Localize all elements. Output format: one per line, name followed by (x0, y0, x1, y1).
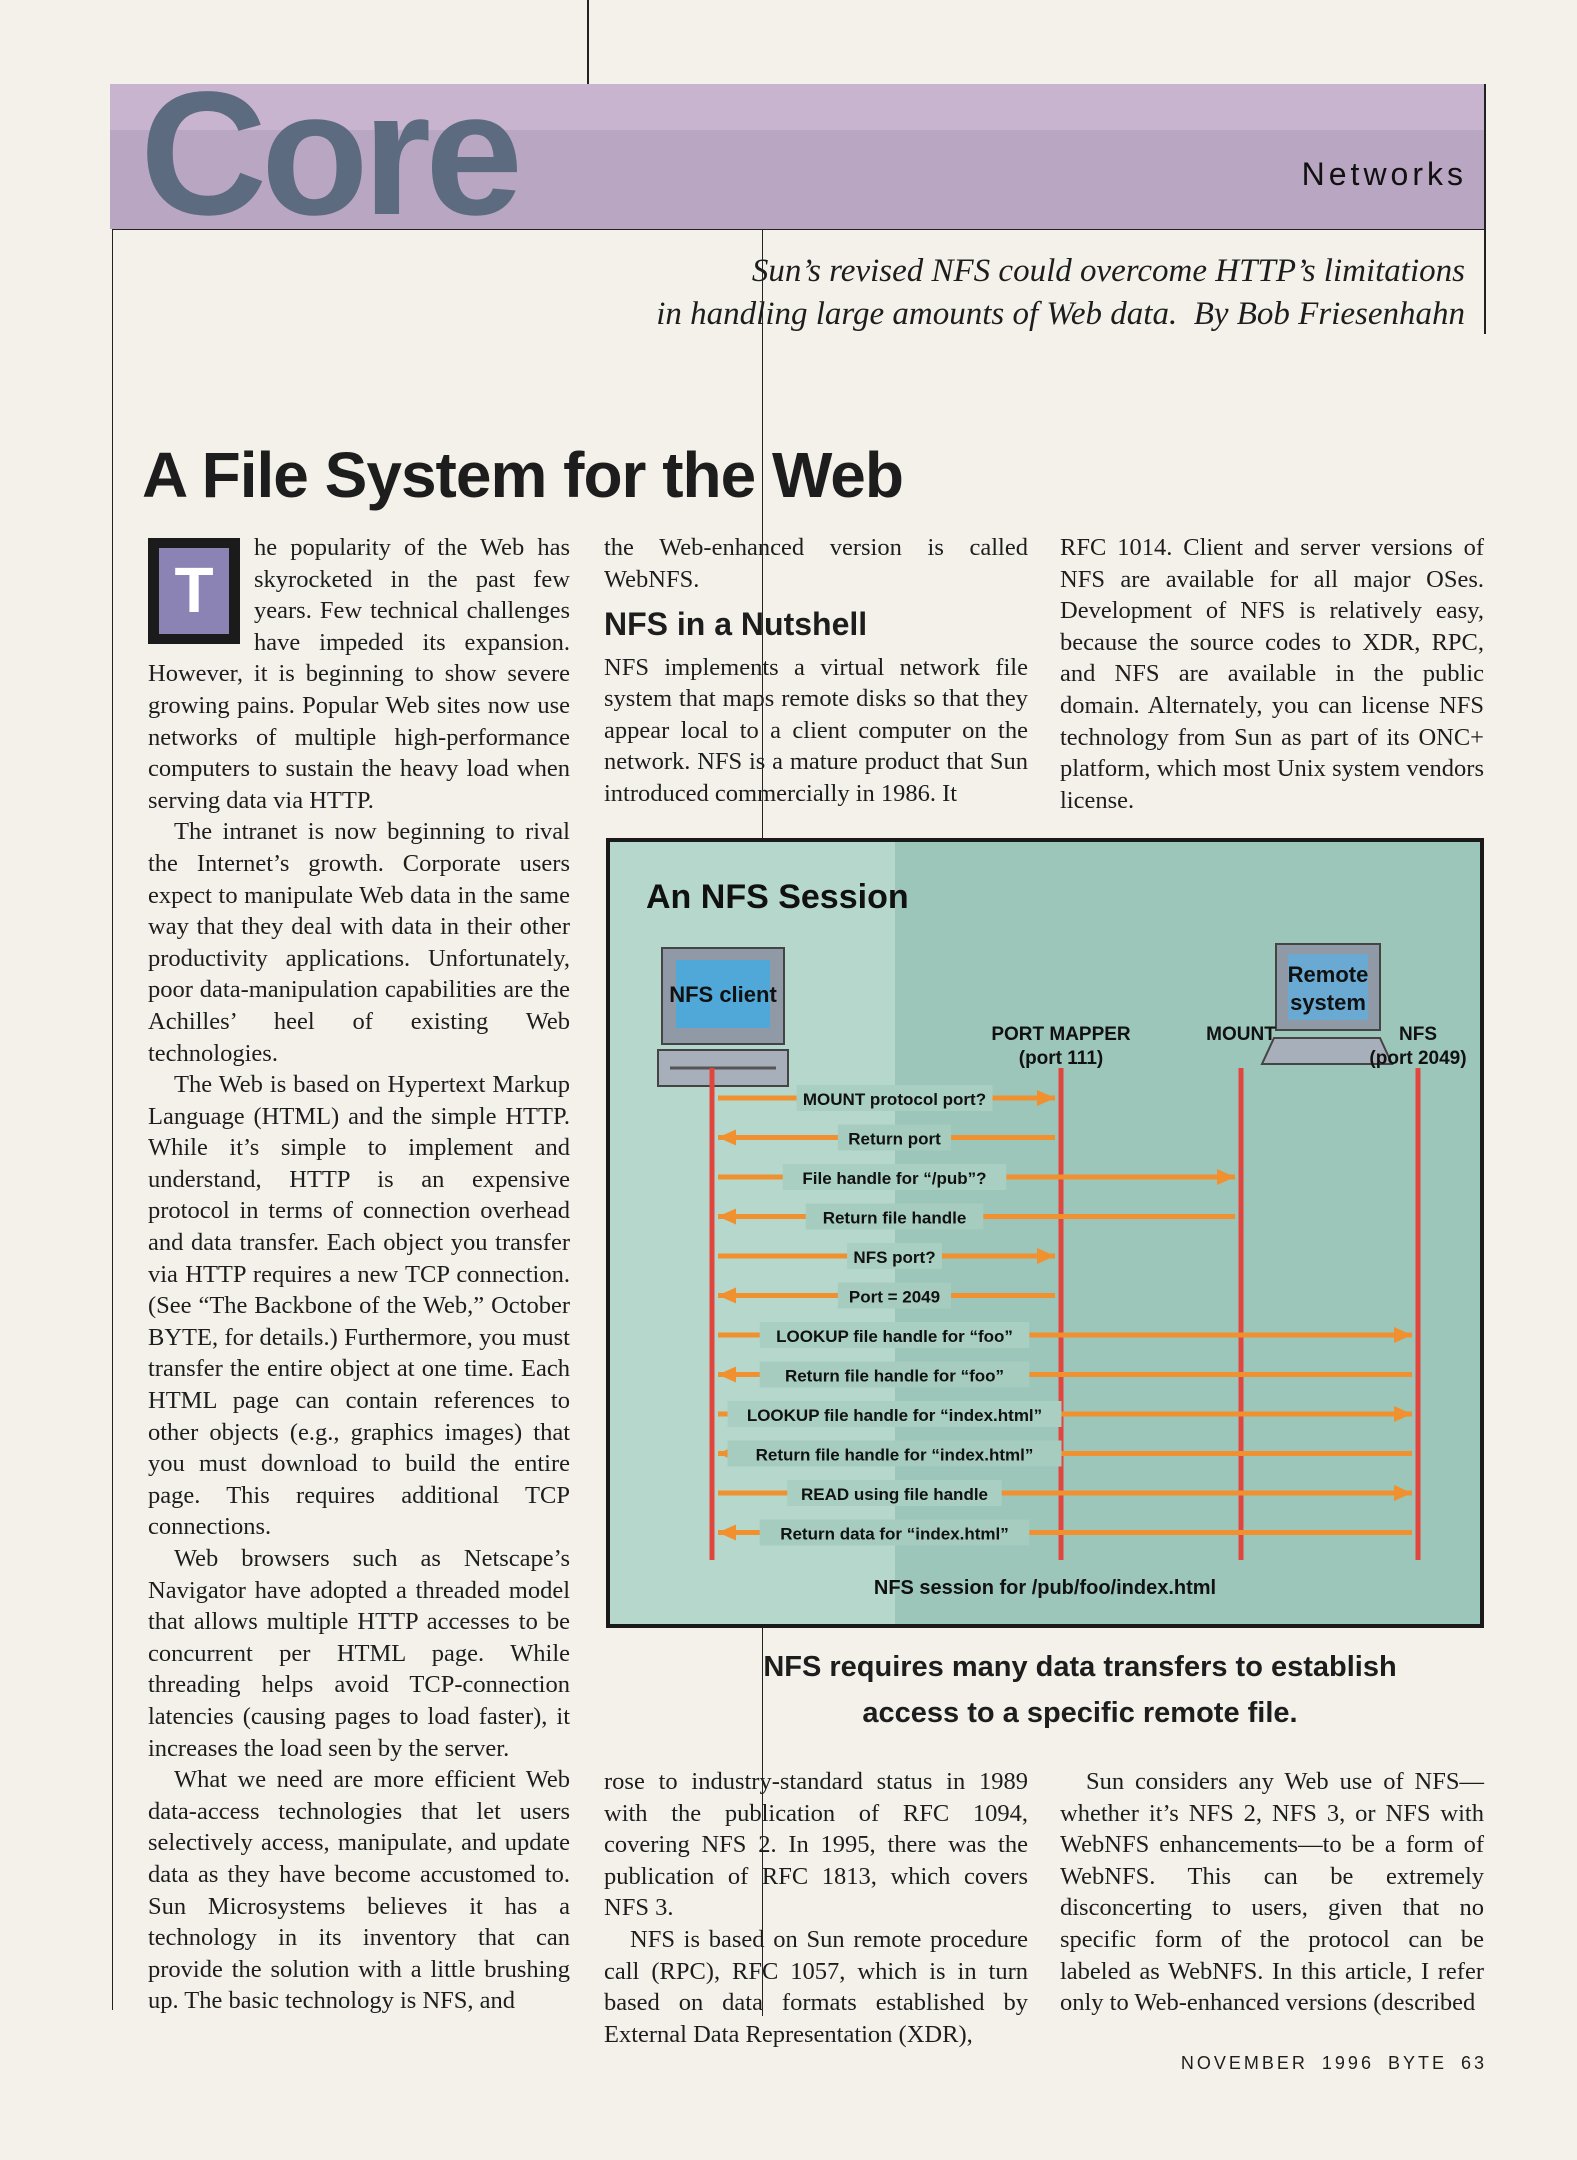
message-label: MOUNT protocol port? (802, 1090, 987, 1109)
article-column-2-top (604, 532, 1028, 810)
paragraph: NFS implements a virtual network file system that maps remote disks so that they appear local to a client computer on the network. NFS is a mature product that Sun introduced commercially in 1986. It (604, 653, 1028, 807)
message-label: Return file handle for “foo” (784, 1366, 1005, 1386)
paragraph: Web browsers such as Netscape’s Navigator have adopted a threaded model that allows multiple HTTP accesses to be concurrent per HTML page. While threading helps avoid TCP-connection latencies (causing pages to load faster), it increases the load seen by the server. (148, 1545, 570, 1762)
drop-cap-letter: T (159, 548, 229, 634)
paragraph: What we need are more efficient Web data-access technologies that let users selectively access, manipulate, and update data as they have become accustomed to. Sun Microsystems believes it has a technology in its inventory that can provide the solution with a little brushing up. The basic technology is NFS, and (148, 1766, 570, 2015)
page-footer: NOVEMBER 1996 BYTE 63 (1180, 2053, 1487, 2073)
caption-line-1: NFS requires many data transfers to establish (763, 1651, 1397, 1683)
message-label: Return file handle for “index.html” (755, 1445, 1034, 1465)
deck-right-rule (1484, 84, 1486, 334)
paragraph: rose to industry-standard status in 1989 with the publication of RFC 1094, covering NFS 2. In 1995, there was the publication of RFC 1813, which covers NFS 3. (604, 1768, 1028, 1922)
paragraph: Sun considers any Web use of NFS—whether it’s NFS 2, NFS 3, or NFS with WebNFS enhancements—to be a form of WebNFS. This can be extremely disconcerting to users, given that no specific form of the protocol can be labeled as WebNFS. In this article, I refer only to Web-enhanced versions (described (1060, 1768, 1484, 2017)
paragraph: NFS is based on Sun remote procedure call (RPC), RFC 1057, which is in turn based on data formats established by External Data Representation (XDR), (604, 1925, 1028, 2048)
figure-footer: NFS session for /pub/foo/index.html (873, 1577, 1217, 1599)
message-label: Port = 2049 (848, 1287, 941, 1307)
article-column-3-top (1060, 532, 1484, 816)
remote-label-1: Remote (1287, 962, 1369, 987)
article-column-3-bottom (1060, 1766, 1484, 2019)
message-label: Return file handle (822, 1208, 967, 1228)
message-label: READ using file handle (800, 1485, 989, 1504)
nfs-session-figure (606, 838, 1484, 1628)
section-label: Networks (1301, 156, 1467, 192)
message-label: LOOKUP file handle for “index.html” (746, 1406, 1043, 1425)
deck (565, 250, 1465, 336)
article-column-2-bottom (604, 1766, 1028, 2050)
remote-label-2: system (1290, 990, 1366, 1015)
message-label: LOOKUP file handle for “foo” (776, 1327, 1013, 1346)
portmapper-label: PORT MAPPER (991, 1024, 1131, 1045)
top-rule-vertical (587, 0, 589, 85)
paragraph: RFC 1014. Client and server versions of NFS are available for all major OSes. Development of NFS is relatively easy, because the source codes to XDR, RPC, and NFS are available in the public domain. Alternately, you can license NFS technology from Sun as part of its ONC+ platform, which most Unix system vendors license. (1060, 534, 1484, 814)
deck-line-2: in handling large amounts of Web data. (656, 295, 1178, 332)
nfs-session-diagram (610, 842, 1480, 1624)
drop-cap (148, 538, 240, 644)
client-label: NFS client (669, 982, 777, 1007)
message-label: File handle for “/pub”? (802, 1169, 987, 1188)
paragraph: he popularity of the Web has skyrocketed in the past few years. Few technical challenges have impeded its expansion. However, it is beginning to show severe growing pains. Popular Web sites now use networks of multiple high-performance computers to sustain the heavy load when serving data via HTTP. (148, 534, 570, 814)
paragraph: the Web-enhanced version is called WebNFS. (604, 534, 1028, 593)
portmapper-port-label: (port 111) (1018, 1048, 1104, 1069)
message-label: NFS port? (853, 1248, 936, 1267)
nfs-port-label: (port 2049) (1369, 1048, 1467, 1069)
headline: A File System for the Web (142, 438, 903, 511)
mount-label: MOUNT (1206, 1024, 1276, 1045)
client-computer-icon (658, 948, 788, 1086)
figure-caption (700, 1644, 1460, 1737)
subhead: NFS in a Nutshell (604, 606, 868, 643)
message-label: Return data for “index.html” (780, 1524, 1009, 1544)
deck-line-1: Sun’s revised NFS could overcome HTTP’s limitations (751, 253, 1465, 289)
paragraph: The Web is based on Hypertext Markup Language (HTML) and the simple HTTP. While it’s simple to implement and understand, HTTP is an expensive protocol in terms of connection overhead and data transfer. Each object you transfer via HTTP requires a new TCP connection. (See “The Backbone of the Web,” October BYTE, for details.) Furthermore, you must transfer the entire object at one time. Each HTML page can contain references to other objects (e.g., graphics images) that you must download to build the entire page. This requires additional TCP connections. (148, 1071, 570, 1541)
paragraph: The intranet is now beginning to rival the Internet’s growth. Corporate users expect to manipulate Web data in the same way that they deal with data in their other productivity applications. Unfortunately, poor data-manipulation capabilities are the Achilles’ heel of existing Web technologies. (148, 818, 570, 1067)
message-label: Return port (848, 1129, 941, 1149)
nfs-label: NFS (1399, 1024, 1437, 1045)
figure-title: An NFS Session (646, 878, 909, 916)
left-column-rule (112, 230, 113, 2010)
caption-line-2: access to a specific remote file. (862, 1697, 1298, 1730)
byline: By Bob Friesenhahn (1193, 295, 1465, 332)
article-column-1 (148, 532, 570, 2017)
section-word: Core (140, 56, 517, 252)
